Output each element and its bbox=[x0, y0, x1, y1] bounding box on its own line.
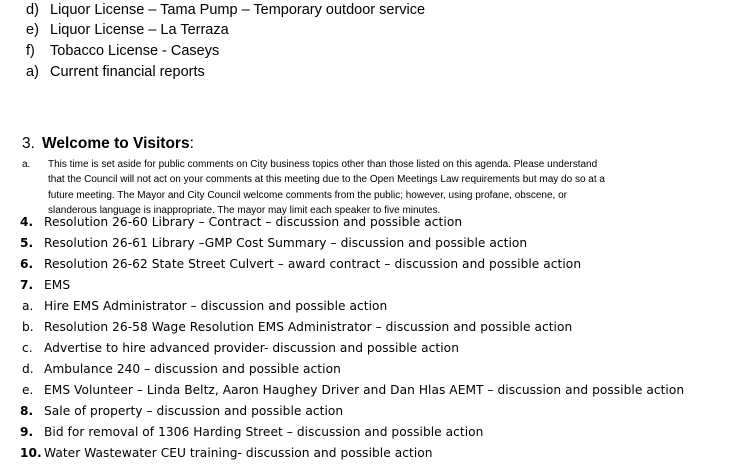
agenda-letter: d. bbox=[22, 362, 34, 376]
paragraph-line: that the Council will not act on your comments at this meeting due to the Open Meetings Law requirements but may do so at a bbox=[48, 174, 605, 186]
agenda-number: 9. bbox=[20, 425, 34, 439]
list-marker: d) bbox=[26, 2, 39, 18]
agenda-text: Resolution 26-58 Wage Resolution EMS Administrator – discussion and possible action bbox=[44, 320, 573, 334]
agenda-number: 6. bbox=[20, 257, 34, 271]
agenda-letter: c. bbox=[22, 341, 33, 355]
agenda-text: EMS bbox=[44, 278, 71, 292]
list-marker: a) bbox=[26, 64, 39, 80]
agenda-text: Resolution 26-62 State Street Culvert – award contract – discussion and possible action bbox=[44, 257, 582, 271]
list-item bbox=[26, 2, 425, 18]
agenda-text: Water Wastewater CEU training- discussion and possible action bbox=[44, 446, 433, 460]
list-item bbox=[26, 22, 229, 38]
agenda-text: Resolution 26-61 Library –GMP Cost Summary – discussion and possible action bbox=[44, 236, 528, 250]
agenda-text: Hire EMS Administrator – discussion and possible action bbox=[44, 299, 388, 313]
list-text: Liquor License – La Terraza bbox=[50, 22, 229, 38]
agenda-number: 10. bbox=[20, 446, 42, 460]
agenda-letter: e. bbox=[22, 383, 34, 397]
list-text: Tobacco License - Caseys bbox=[50, 43, 220, 59]
paragraph-line: This time is set aside for public comments on City business topics other than those listed on this agenda. Please understand bbox=[48, 159, 598, 170]
agenda-text: Resolution 26-60 Library – Contract – discussion and possible action bbox=[44, 215, 463, 229]
agenda-number: 8. bbox=[20, 404, 34, 418]
section-heading bbox=[22, 135, 194, 153]
paragraph-line: slanderous language is inappropriate. The mayor may limit each speaker to five minutes. bbox=[48, 204, 441, 216]
list-marker: f) bbox=[26, 43, 35, 59]
paragraph-line: future meeting. The Mayor and City Council welcome comments from the public; however, using profane, obscene, or bbox=[48, 189, 567, 201]
agenda-text: Ambulance 240 – discussion and possible action bbox=[44, 362, 341, 376]
agenda-number: 4. bbox=[20, 215, 34, 229]
agenda-text: EMS Volunteer – Linda Beltz, Aaron Haughey Driver and Dan Hlas AEMT – discussion and possible action bbox=[44, 383, 685, 397]
agenda-text: Advertise to hire advanced provider- discussion and possible action bbox=[44, 341, 459, 355]
list-item bbox=[26, 43, 219, 59]
agenda-number: 5. bbox=[20, 236, 34, 250]
agenda-letter: b. bbox=[22, 320, 34, 334]
list-marker: e) bbox=[26, 22, 39, 38]
agenda-number: 7. bbox=[20, 278, 34, 292]
agenda-text: Bid for removal of 1306 Harding Street – discussion and possible action bbox=[44, 425, 484, 439]
list-text: Liquor License – Tama Pump – Temporary outdoor service bbox=[50, 2, 426, 18]
list-text: Current financial reports bbox=[50, 64, 205, 80]
paragraph-marker: a. bbox=[22, 159, 31, 170]
visitors-paragraph bbox=[22, 157, 742, 218]
agenda-text: Sale of property – discussion and possible action bbox=[44, 404, 344, 418]
list-item bbox=[26, 64, 205, 80]
section-colon: : bbox=[189, 135, 194, 152]
section-title: Welcome to Visitors bbox=[42, 135, 190, 152]
agenda-letter: a. bbox=[22, 299, 34, 313]
section-number: 3. bbox=[22, 135, 35, 152]
